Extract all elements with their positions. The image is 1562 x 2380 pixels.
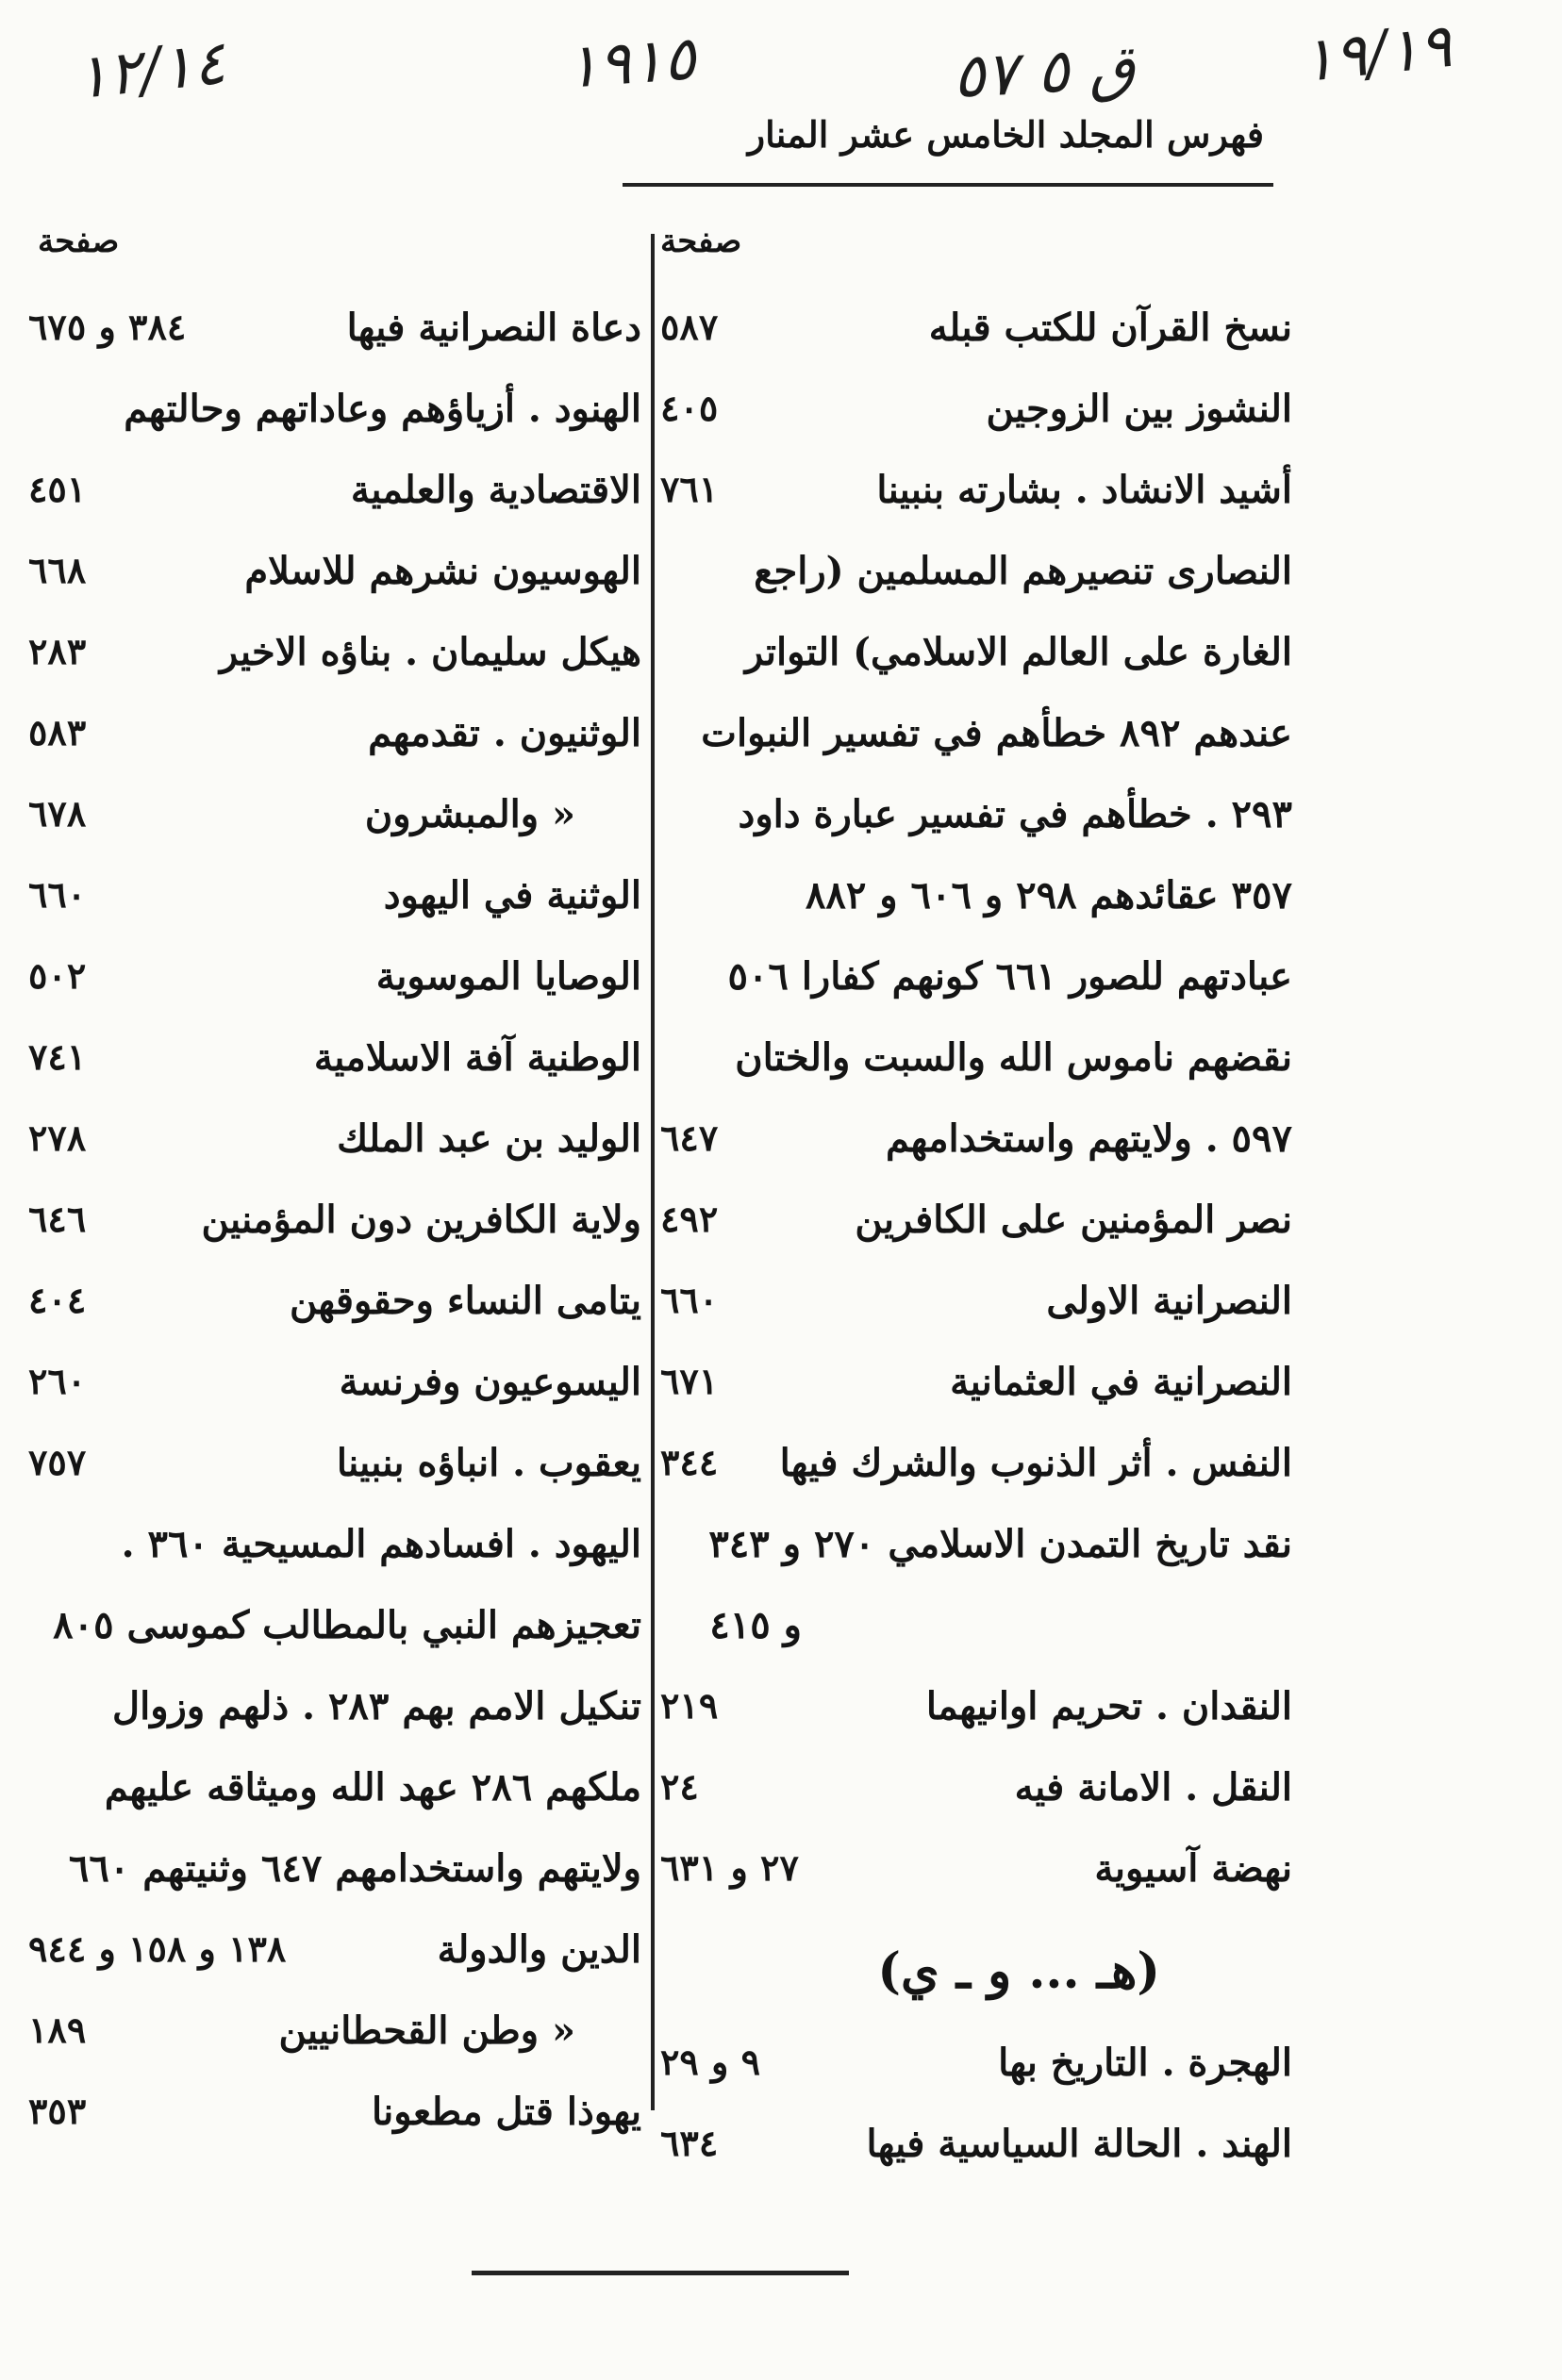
entry-text: اليهود . افسادهم المسيحية ٣٦٠ . [121, 1522, 641, 1566]
entry-text: النفس . أثر الذنوب والشرك فيها [779, 1441, 1292, 1485]
header-rule [623, 183, 1273, 187]
index-entry [28, 1922, 641, 2003]
entry-page: ٢٤ [660, 1765, 699, 1808]
index-entry [660, 949, 1292, 1030]
index-entry [660, 1435, 1292, 1516]
index-entry [28, 2003, 641, 2084]
entry-text: نسخ القرآن للكتب قبله [928, 306, 1292, 350]
entry-text: يهوذا قتل مطعونا [371, 2090, 641, 2134]
index-entry [660, 2116, 1292, 2197]
index-column-right [660, 300, 1292, 2197]
entry-text: عندهم ٨٩٢ خطأهم في تفسير النبوات [701, 711, 1292, 755]
index-entry [28, 381, 641, 462]
entry-page: ٧٤١ [28, 1035, 87, 1078]
page-title: فهرس المجلد الخامس عشر المنار [747, 113, 1264, 156]
entry-text: اليسوعيون وفرنسة [339, 1360, 641, 1404]
index-entry [660, 381, 1292, 462]
entry-text: ولايتهم واستخدامهم ٦٤٧ وثنيتهم ٦٦٠ [68, 1846, 641, 1891]
entry-text: تنكيل الامم بهم ٢٨٣ . ذلهم وزوال [112, 1684, 641, 1728]
handwritten-annotation-left: ١٢/١٤ [72, 27, 229, 114]
entry-page: ٢٧٨ [28, 1116, 87, 1159]
entry-text: الغارة على العالم الاسلامي) التواتر [744, 630, 1292, 674]
index-entry [660, 2035, 1292, 2116]
section-heading-text: (هـ ... و ـ ي) [877, 1942, 1160, 2000]
entry-page: ١٣٨ و ١٥٨ و ٩٤٤ [28, 1927, 287, 1970]
entry-text: « والمبشرون [364, 792, 575, 836]
index-entry [28, 705, 641, 786]
column-label-right: صفحة [660, 223, 742, 260]
index-entry [28, 1597, 641, 1678]
entry-text: الدين والدولة [437, 1927, 641, 1972]
entry-page: ٥٠٢ [28, 954, 87, 997]
entry-page: ٤٠٤ [28, 1279, 87, 1321]
entry-text: الهنود . أزياؤهم وعاداتهم وحالتهم [124, 387, 641, 431]
entry-text: يتامى النساء وحقوقهن [289, 1279, 641, 1323]
entry-page: ٦٤٦ [28, 1198, 87, 1240]
entry-text: النشوز بين الزوجين [986, 387, 1292, 431]
entry-text: و ٤١٥ [709, 1603, 802, 1647]
entry-text: الهوسيون نشرهم للاسلام [244, 549, 641, 593]
entry-page: ٧٦١ [660, 468, 719, 510]
index-entry [660, 462, 1292, 543]
index-entry [28, 1678, 641, 1760]
entry-page: ٣٨٤ و ٦٧٥ [28, 306, 187, 348]
entry-page: ٢٨٣ [28, 630, 87, 672]
entry-page: ٦٧١ [660, 1360, 719, 1402]
entry-text: ٣٥٧ عقائدهم ٢٩٨ و ٦٠٦ و ٨٨٢ [805, 873, 1292, 917]
index-entry [28, 1273, 641, 1354]
entry-text: النصرانية في العثمانية [950, 1360, 1292, 1404]
entry-page: ٥٨٧ [660, 306, 719, 348]
entry-text: ولاية الكافرين دون المؤمنين [201, 1198, 641, 1242]
handwritten-annotation-code: ق ٥ ٥٧ [951, 32, 1138, 113]
index-entry [660, 1597, 1292, 1678]
index-entry [660, 543, 1292, 624]
entry-text: نهضة آسيوية [1094, 1846, 1292, 1891]
index-entry [28, 1841, 641, 1922]
entry-text: ملكهم ٢٨٦ عهد الله وميثاقه عليهم [104, 1765, 641, 1810]
index-entry [28, 1516, 641, 1597]
entry-text: الوطنية آفة الاسلامية [313, 1035, 641, 1080]
entry-page: ١٨٩ [28, 2008, 87, 2051]
entry-text: نقضهم ناموس الله والسبت والختان [735, 1035, 1292, 1080]
handwritten-annotation-middle: ١٩١٥ [563, 24, 698, 103]
index-entry [660, 1841, 1292, 1922]
index-entry [28, 949, 641, 1030]
column-label-left: صفحة [38, 223, 120, 260]
entry-text: النقل . الامانة فيه [1014, 1765, 1292, 1810]
entry-text: الوثنيون . تقدمهم [368, 711, 641, 755]
entry-page: ٦٦٠ [28, 873, 87, 916]
entry-page: ٦٧٨ [28, 792, 87, 835]
index-entry [660, 1192, 1292, 1273]
index-entry [28, 1030, 641, 1111]
entry-page: ٧٥٧ [28, 1441, 87, 1483]
entry-text: دعاة النصرانية فيها [346, 306, 641, 350]
index-entry [28, 1354, 641, 1435]
index-entry [28, 1435, 641, 1516]
index-entry [660, 1030, 1292, 1111]
index-entry [28, 786, 641, 868]
index-entry [660, 868, 1292, 949]
entry-text: الوثنية في اليهود [383, 873, 641, 917]
entry-text: نقد تاريخ التمدن الاسلامي ٢٧٠ و ٣٤٣ [708, 1522, 1292, 1566]
index-entry [660, 786, 1292, 868]
entry-page: ٢٧ و ٦٣١ [660, 1846, 799, 1889]
entry-text: الهند . الحالة السياسية فيها [866, 2122, 1292, 2166]
entry-page: ٦٦٠ [660, 1279, 719, 1321]
index-entry [28, 543, 641, 624]
entry-text: عبادتهم للصور ٦٦١ كونهم كفارا ٥٠٦ [727, 954, 1292, 999]
entry-page: ٢١٩ [660, 1684, 719, 1727]
index-entry [28, 2084, 641, 2165]
index-entry [28, 624, 641, 705]
index-entry [660, 1760, 1292, 1841]
index-entry [660, 1273, 1292, 1354]
entry-text: النقدان . تحريم اوانيهما [925, 1684, 1292, 1728]
entry-page: ٤٠٥ [660, 387, 719, 429]
entry-text: الوليد بن عبد الملك [337, 1116, 641, 1161]
entry-text: « وطن القحطانيين [278, 2008, 575, 2053]
entry-page: ٣٥٣ [28, 2090, 87, 2132]
index-entry [28, 1111, 641, 1192]
index-entry [660, 1516, 1292, 1597]
index-entry [660, 624, 1292, 705]
entry-page: ٤٩٢ [660, 1198, 719, 1240]
index-entry [660, 1111, 1292, 1192]
index-column-left [28, 300, 641, 2165]
entry-page: ٦٦٨ [28, 549, 87, 591]
entry-page: ٦٤٧ [660, 1116, 719, 1159]
entry-text: هيكل سليمان . بناؤه الاخير [219, 630, 641, 674]
footer-rule [472, 2271, 849, 2275]
index-entry [28, 1192, 641, 1273]
index-entry [28, 300, 641, 381]
entry-text: تعجيزهم النبي بالمطالب كموسى ٨٠٥ [53, 1603, 641, 1647]
entry-page: ٣٤٤ [660, 1441, 719, 1483]
entry-text: يعقوب . انباؤه بنبينا [336, 1441, 641, 1485]
entry-page: ٥٨٣ [28, 711, 87, 753]
entry-text: الهجرة . التاريخ بها [998, 2041, 1292, 2085]
entry-text: ٢٩٣ . خطأهم في تفسير عبارة داود [738, 792, 1292, 836]
entry-text: الاقتصادية والعلمية [350, 468, 641, 512]
index-entry [660, 705, 1292, 786]
entry-text: نصر المؤمنين على الكافرين [855, 1198, 1292, 1242]
entry-page: ٢٦٠ [28, 1360, 87, 1402]
entry-text: الوصايا الموسوية [375, 954, 641, 999]
index-entry [28, 462, 641, 543]
entry-page: ٩ و ٢٩ [660, 2041, 761, 2083]
entry-page: ٤٥١ [28, 468, 87, 510]
index-entry [660, 1678, 1292, 1760]
column-divider [651, 234, 655, 2110]
section-heading [660, 1922, 1292, 2035]
entry-text: النصرانية الاولى [1046, 1279, 1292, 1323]
entry-page: ٦٣٤ [660, 2122, 719, 2164]
entry-text: أشيد الانشاد . بشارته بنبينا [876, 468, 1292, 512]
index-entry [660, 300, 1292, 381]
index-entry [28, 1760, 641, 1841]
entry-text: ٥٩٧ . ولايتهم واستخدامهم [886, 1116, 1292, 1161]
entry-text: النصارى تنصيرهم المسلمين (راجع [754, 549, 1292, 593]
index-entry [660, 1354, 1292, 1435]
index-entry [28, 868, 641, 949]
handwritten-annotation-right: ١٩/١٩ [1298, 10, 1455, 97]
